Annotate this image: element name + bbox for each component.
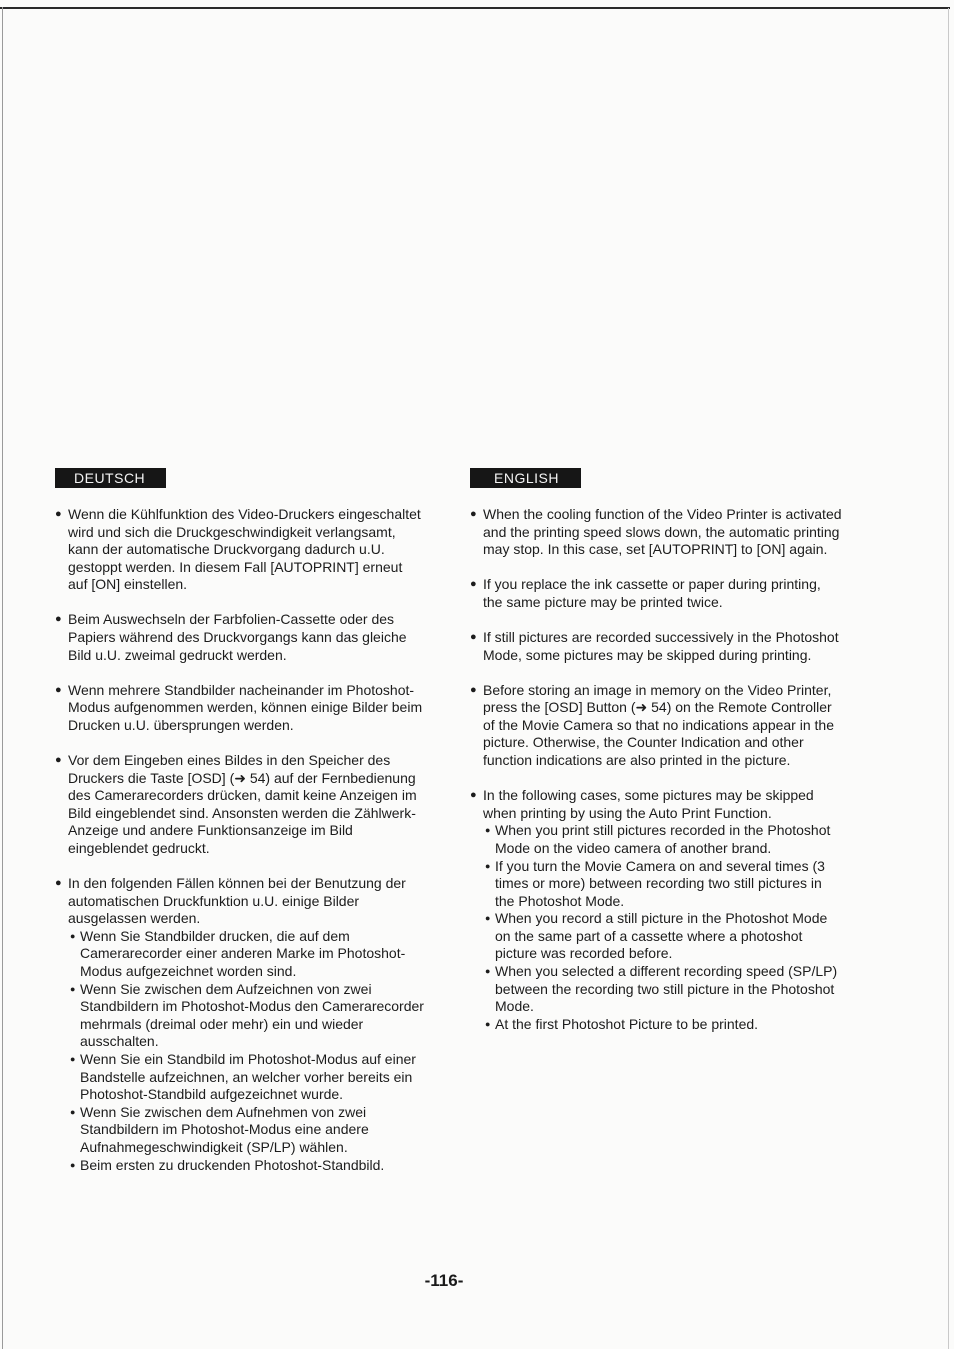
sub-bullet-dot-icon: ● — [70, 1159, 76, 1170]
page-number: -116- — [424, 1271, 464, 1290]
page-frame-top-rule — [0, 7, 950, 9]
sub-item-text: Wenn Sie zwischen dem Aufzeichnen von zwei Standbildern im Photoshot-Modus den Camerarecorder mehrmals (dreimal oder mehr) ein und wieder ausschalten. — [80, 980, 424, 1050]
sub-bullet-dot-icon: ● — [70, 1054, 76, 1065]
sub-list — [68, 928, 425, 1174]
deutsch-column — [55, 468, 425, 1192]
sub-item-text: When you print still pictures recorded in the Photoshot Mode on the video camera of another brand. — [495, 822, 831, 856]
sub-item-text: When you record a still picture in the Photoshot Mode on the same part of a cassette where a photoshot picture was recorded before. — [495, 910, 828, 962]
bullet-dot-icon: ● — [55, 683, 62, 696]
bullet-text: If you replace the ink cassette or paper during printing, the same picture may be printed twice. — [483, 576, 821, 610]
sub-bullet-dot-icon: ● — [70, 930, 76, 941]
bullet-dot-icon: ● — [470, 789, 477, 802]
list-item — [55, 875, 425, 1174]
sub-bullet-dot-icon: ● — [485, 1018, 491, 1029]
bullet-dot-icon: ● — [55, 613, 62, 626]
sub-item-text: Wenn Sie Standbilder drucken, die auf dem Camerarecorder einer anderen Marke im Photoshot-Modus aufgezeichnet worden sind. — [80, 927, 406, 980]
sub-list-item — [68, 1157, 425, 1175]
bullet-dot-icon: ● — [470, 578, 477, 591]
list-item — [470, 576, 842, 611]
sub-list-item — [68, 1104, 425, 1157]
sub-list-item — [68, 981, 425, 1051]
bullet-text: Beim Auswechseln der Farbfolien-Cassette oder des Papiers während des Druckvorgangs kann das gleiche Bild u.U. zweimal gedruckt werden. — [68, 611, 407, 663]
sub-bullet-dot-icon: ● — [70, 1106, 76, 1117]
english-column — [470, 468, 842, 1051]
deutsch-section-tab: DEUTSCH — [55, 468, 166, 488]
sub-item-text: Wenn Sie zwischen dem Aufnehmen von zwei Standbildern im Photoshot-Modus eine andere Aufnahmegeschwindigkeit (SP/LP) wählen. — [80, 1103, 369, 1155]
sub-bullet-dot-icon: ● — [485, 825, 491, 836]
sub-bullet-dot-icon: ● — [485, 860, 491, 871]
sub-list-item — [483, 1016, 842, 1034]
list-item — [55, 611, 425, 664]
page-frame-right-edge — [948, 8, 949, 1349]
bullet-text: In den folgenden Fällen können bei der Benutzung der automatischen Druckfunktion u.U. einige Bilder ausgelassen werden. — [68, 875, 406, 927]
bullet-dot-icon: ● — [470, 630, 477, 643]
bullet-text: Vor dem Eingeben eines Bildes in den Speicher des Druckers die Taste [OSD] (➜ 54) auf der Fernbedienung des Camerarecorders drücken, damit keine Anzeigen im Bild eingeblendet sind. Ansonsten werden die Zählwerk-Anzeige und andere Funktionsanzeige im Bild eingeblendet gedruckt. — [68, 752, 417, 856]
sub-list-item — [483, 822, 842, 857]
sub-bullet-dot-icon: ● — [485, 913, 491, 924]
list-item — [470, 682, 842, 770]
sub-list-item — [483, 963, 842, 1016]
sub-list-item — [68, 928, 425, 981]
list-item — [470, 787, 842, 1033]
bullet-dot-icon: ● — [55, 754, 62, 767]
list-item — [470, 506, 842, 559]
sub-bullet-dot-icon: ● — [485, 966, 491, 977]
sub-list-item — [68, 1051, 425, 1104]
list-item — [55, 682, 425, 735]
bullet-text: Wenn die Kühlfunktion des Video-Druckers eingeschaltet wird und sich die Druckgeschwindigkeit verlangsamt, kann der automatische Druckvorgang dadurch u.U. gestoppt werden. In diesem Fall [AUTOPRINT] erneut auf [ON] einstellen. — [68, 506, 421, 593]
sub-list-item — [483, 858, 842, 911]
bullet-text: In the following cases, some pictures may be skipped when printing by using the Auto Print Function. — [483, 787, 814, 821]
bullet-dot-icon: ● — [55, 877, 62, 890]
sub-item-text: If you turn the Movie Camera on and several times (3 times or more) between recording two still pictures in the Photoshot Mode. — [495, 857, 825, 909]
bullet-text: When the cooling function of the Video Printer is activated and the printing speed slows down, the automatic printing may stop. In this case, set [AUTOPRINT] to [ON] again. — [483, 506, 842, 558]
english-section-tab: ENGLISH — [470, 468, 581, 488]
list-item — [470, 629, 842, 664]
list-item — [55, 752, 425, 858]
sub-list — [483, 822, 842, 1033]
sub-item-text: When you selected a different recording speed (SP/LP) between the recording two still picture in the Photoshot Mode. — [495, 963, 838, 1015]
bullet-text: If still pictures are recorded successively in the Photoshot Mode, some pictures may be skipped during printing. — [483, 628, 839, 663]
english-bullet-list — [470, 506, 842, 1033]
bullet-dot-icon: ● — [470, 683, 477, 696]
sub-item-text: Beim ersten zu druckenden Photoshot-Standbild. — [80, 1156, 385, 1173]
sub-bullet-dot-icon: ● — [70, 983, 76, 994]
bullet-dot-icon: ● — [470, 508, 477, 520]
bullet-text: Before storing an image in memory on the Video Printer, press the [OSD] Button (➜ 54) on the Remote Controller of the Movie Camera so that no indications appear in the picture. Otherwise, the Counter Indication and other function indications are also printed in the picture. — [483, 681, 834, 769]
list-item — [55, 506, 425, 594]
bullet-dot-icon: ● — [55, 508, 62, 520]
bullet-text: Wenn mehrere Standbilder nacheinander im Photoshot-Modus aufgenommen werden, können einige Bilder beim Drucken u.U. übersprungen werden. — [68, 681, 423, 733]
page-frame-left-edge — [2, 7, 3, 1349]
sub-item-text: At the first Photoshot Picture to be printed. — [495, 1015, 759, 1032]
sub-item-text: Wenn Sie ein Standbild im Photoshot-Modus auf einer Bandstelle aufzeichnen, an welcher vorher bereits ein Photoshot-Standbild aufgezeichnet wurde. — [80, 1051, 416, 1103]
sub-list-item — [483, 910, 842, 963]
deutsch-bullet-list — [55, 506, 425, 1174]
